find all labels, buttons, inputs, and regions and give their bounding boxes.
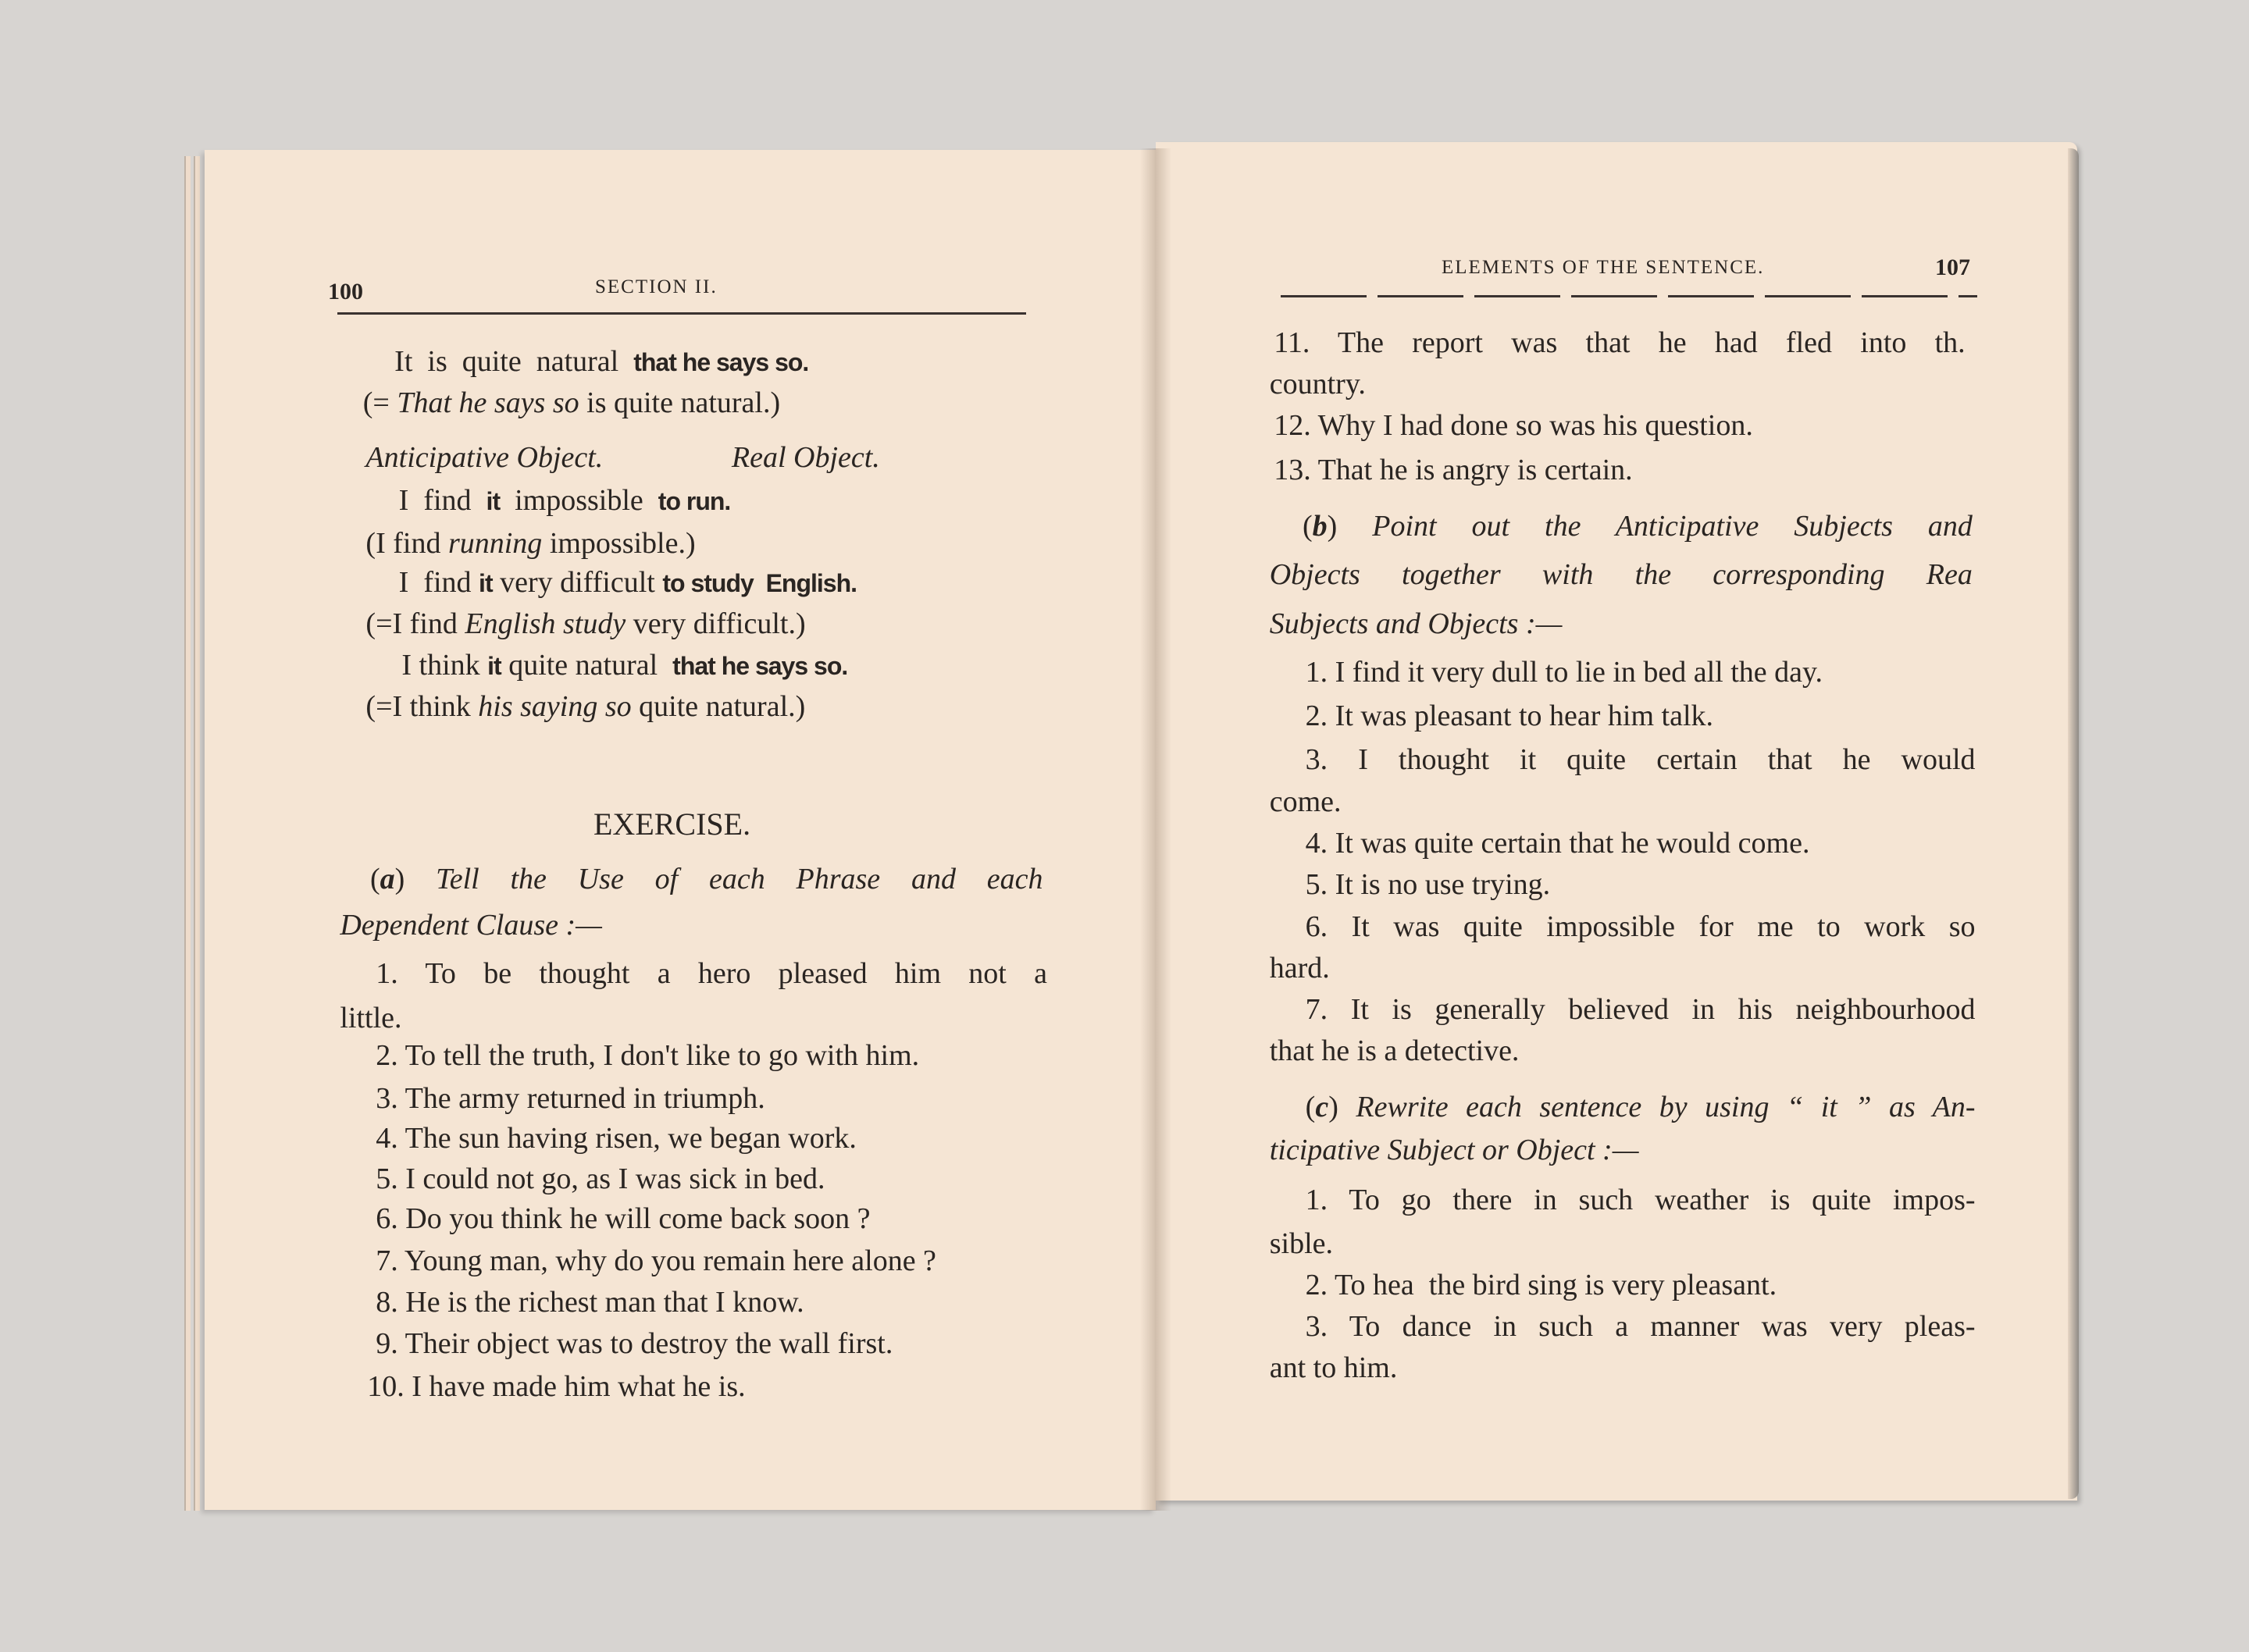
italic-text: Dependent Clause :— <box>340 908 602 942</box>
body-text: (I find <box>365 527 448 561</box>
left-page-text-line <box>376 1284 804 1321</box>
body-text: 7. It is generally believed in his neighbourhood <box>1305 993 1976 1027</box>
right-page-text-line <box>1303 507 1973 545</box>
bold-text: that he says so. <box>672 652 848 681</box>
italic-text: ticipative Subject or Object :— <box>1269 1134 1639 1167</box>
body-text: 4. The sun having risen, we began work. <box>376 1122 857 1155</box>
body-text: a <box>380 862 395 895</box>
italic-text: English study <box>465 607 626 640</box>
left-page-text-line <box>363 384 780 422</box>
body-text: 9. Their object was to destroy the wall first. <box>376 1327 893 1361</box>
left-page-text-line <box>394 343 808 381</box>
right-page-text-line <box>1270 1349 1398 1387</box>
body-text: (=I think <box>365 690 479 724</box>
body-text: ) <box>1327 510 1373 543</box>
right-page-edge <box>2068 148 2079 1499</box>
right-page-text-line <box>1270 783 1342 821</box>
body-text: 4. It was quite certain that he would come. <box>1305 826 1810 860</box>
left-page-number: 100 <box>328 279 363 304</box>
right-running-head: ELEMENTS OF THE SENTENCE. <box>1442 257 1765 278</box>
right-page-text-line <box>1270 1131 1639 1169</box>
body-text: 1. I find it very dull to lie in bed all the day. <box>1305 656 1823 689</box>
body-text: impossible <box>500 483 658 517</box>
body-text: country. <box>1269 368 1366 401</box>
body-text: 12. Why I had done so was his question. <box>1274 409 1753 443</box>
bold-text: it <box>479 568 493 597</box>
body-text: 1. To go there in such weather is quite impos- <box>1305 1184 1976 1217</box>
left-page-text-line <box>365 525 695 562</box>
body-text: ( <box>1302 510 1313 543</box>
left-page-text-line <box>399 564 857 602</box>
body-text: ) <box>1328 1091 1356 1123</box>
right-page-text-line <box>1306 991 1976 1028</box>
body-text: 5. It is no use trying. <box>1305 868 1551 902</box>
body-text: I think <box>401 649 488 682</box>
right-page-text-line <box>1270 1032 1520 1070</box>
body-text: that he is a detective. <box>1269 1034 1520 1068</box>
left-page-text-line <box>376 955 1047 992</box>
left-page-text-line <box>340 906 602 944</box>
right-page-text-line <box>1274 451 1632 489</box>
right-page-text-line <box>1306 1181 1976 1219</box>
italic-text: Point out the Anticipative Subjects and <box>1372 510 1973 543</box>
bold-text: that he says so. <box>633 347 809 376</box>
page-edges <box>184 156 191 1511</box>
body-text: 13. That he is angry is certain. <box>1274 454 1633 487</box>
body-text: come. <box>1269 785 1342 818</box>
left-page-text-line <box>340 999 401 1037</box>
right-page-text-line <box>1274 324 1965 361</box>
body-text: 6. It was quite impossible for me to work so <box>1305 910 1976 943</box>
italic-text: Tell the Use of each Phrase and each <box>436 862 1043 895</box>
left-page-text-line <box>376 1200 870 1237</box>
left-page-text-line <box>732 439 880 476</box>
left-page-text-line <box>376 1160 825 1198</box>
body-text: ( <box>1305 1091 1316 1123</box>
italic-text: Anticipative Object. <box>365 440 604 474</box>
right-page-text-line <box>1306 908 1976 945</box>
body-text: 2. It was pleasant to hear him talk. <box>1305 699 1714 732</box>
body-text: quite natural.) <box>631 690 806 724</box>
right-page-text-line <box>1306 1266 1777 1304</box>
left-page-text-line <box>376 1037 919 1074</box>
body-text: sible. <box>1269 1227 1334 1260</box>
bold-text: to study English. <box>662 568 857 597</box>
body-text: ant to him. <box>1269 1351 1398 1385</box>
italic-text: That he says so <box>397 386 579 420</box>
left-page-text-line <box>376 1242 936 1280</box>
left-page-text-line <box>376 1325 893 1362</box>
book-spine <box>1140 148 1171 1511</box>
left-running-head: SECTION II. <box>595 276 718 297</box>
body-text: very difficult <box>492 565 663 599</box>
left-page-text-line <box>370 860 1043 898</box>
body-text: I find <box>398 565 479 599</box>
body-text: 5. I could not go, as I was sick in bed. <box>376 1162 825 1195</box>
right-page-text-line <box>1306 866 1550 903</box>
body-text: 7. Young man, why do you remain here alone ? <box>376 1244 936 1277</box>
body-text: 3. I thought it quite certain that he would <box>1305 743 1976 777</box>
body-text: b <box>1312 510 1328 543</box>
body-text: 3. To dance in such a manner was very pleas- <box>1305 1310 1976 1344</box>
body-text: ( <box>369 862 380 895</box>
right-page-text-line <box>1306 824 1810 862</box>
right-page-text-line <box>1306 1088 1976 1126</box>
left-page-text-line <box>376 1080 765 1117</box>
bold-text: it <box>486 486 501 515</box>
body-text: 1. To be thought a hero pleased him not a <box>376 957 1047 991</box>
right-page-text-line <box>1270 949 1330 987</box>
exercise-title: EXERCISE. <box>593 806 751 842</box>
body-text: (= <box>362 386 397 420</box>
right-page-number: 107 <box>1935 255 1970 280</box>
italic-text: Rewrite each sentence by using “ it ” as An- <box>1356 1091 1976 1123</box>
body-text: very difficult.) <box>626 607 806 640</box>
body-text: 11. The report was that he had fled into th. <box>1274 326 1966 359</box>
body-text: 3. The army returned in triumph. <box>376 1081 765 1115</box>
bold-text: to run. <box>658 486 731 515</box>
body-text: (=I find <box>365 607 465 640</box>
italic-text: Objects together with the corresponding Rea <box>1269 558 1973 592</box>
right-header-rule <box>1281 295 1977 297</box>
left-page-text-line <box>365 605 805 643</box>
italic-text: running <box>447 527 543 561</box>
body-text: I find <box>398 483 487 517</box>
body-text: 10. I have made him what he is. <box>367 1370 746 1404</box>
body-text: hard. <box>1269 951 1330 984</box>
body-text: 2. To hea the bird sing is very pleasant. <box>1305 1268 1777 1301</box>
left-page-text-line <box>367 1368 745 1405</box>
body-text: 2. To tell the truth, I don't like to go with him. <box>376 1038 920 1072</box>
body-text: ) <box>394 862 437 895</box>
body-text: It is quite natural <box>394 344 634 378</box>
body-text: quite natural <box>501 649 673 682</box>
italic-text: Real Object. <box>731 440 880 474</box>
right-page-text-line <box>1306 653 1823 691</box>
left-page-text-line <box>401 646 847 685</box>
italic-text: his saying so <box>478 690 632 724</box>
left-page-text-line <box>365 688 805 725</box>
right-page-text-line <box>1270 365 1366 403</box>
body-text: impossible.) <box>542 527 696 561</box>
left-page-text-line <box>365 439 603 476</box>
right-page-text-line <box>1306 697 1713 735</box>
left-page-text-line <box>399 482 731 520</box>
body-text: 8. He is the richest man that I know. <box>376 1285 804 1319</box>
right-page-text-line <box>1270 1225 1333 1262</box>
italic-text: Subjects and Objects :— <box>1269 607 1563 640</box>
body-text: 6. Do you think he will come back soon ? <box>376 1202 871 1236</box>
right-page-text-line <box>1306 1308 1976 1345</box>
right-page-text-line <box>1270 556 1973 593</box>
left-page-text-line <box>376 1120 857 1157</box>
body-text: little. <box>340 1002 402 1035</box>
right-page-text-line <box>1270 605 1563 643</box>
right-page-text-line <box>1306 741 1976 778</box>
left-header-rule <box>337 312 1026 315</box>
bold-text: it <box>487 652 501 681</box>
body-text: is quite natural.) <box>579 386 781 420</box>
right-page-text-line <box>1274 407 1753 444</box>
page-edges <box>194 156 200 1511</box>
body-text: c <box>1315 1091 1329 1123</box>
